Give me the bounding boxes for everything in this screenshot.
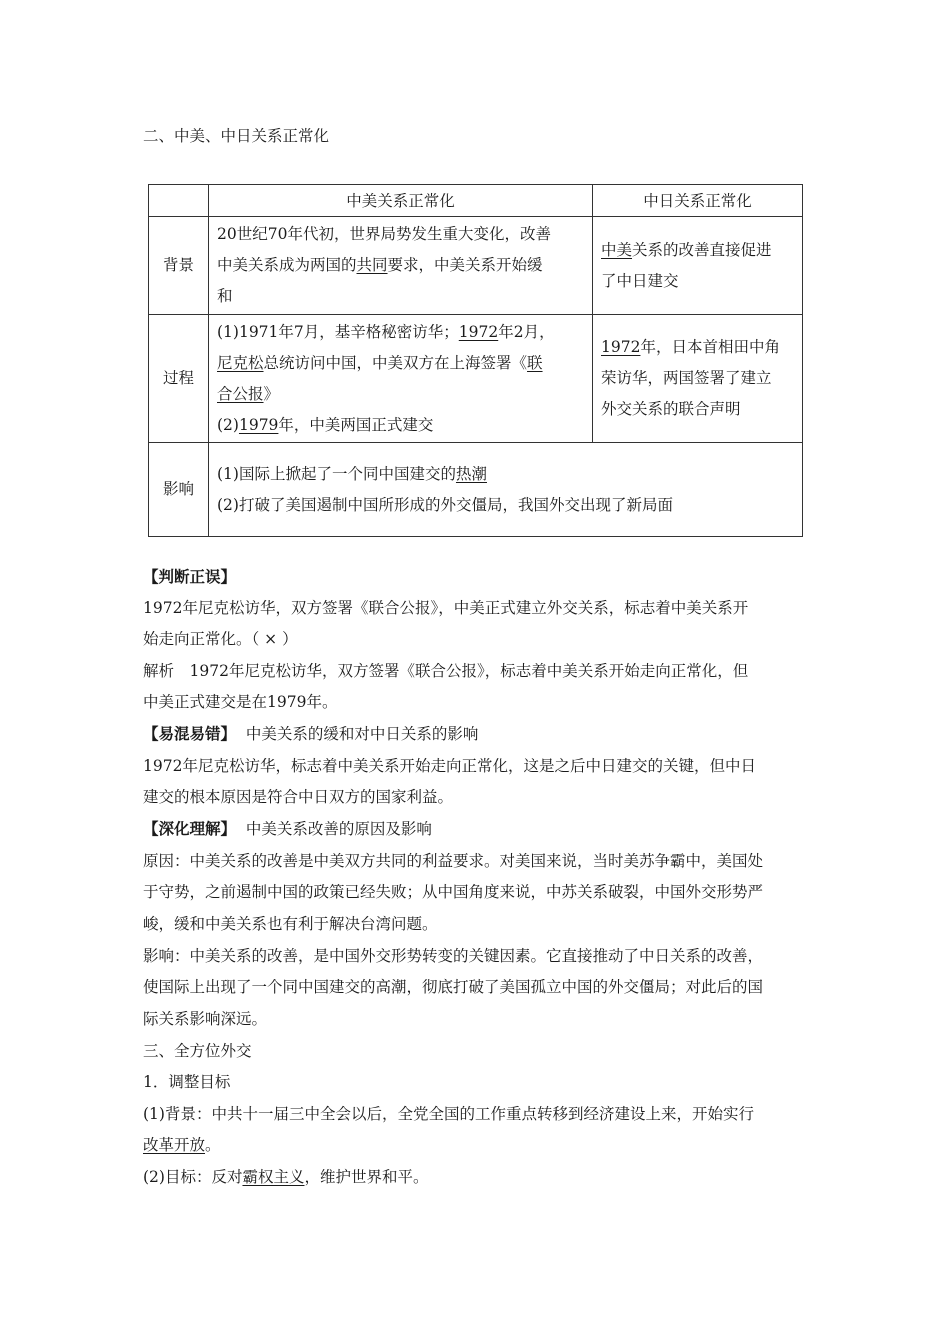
text-span: 中美关系成为两国的 <box>217 256 357 274</box>
cell-impact <box>209 443 803 537</box>
cell-line: 了中日建交 <box>601 271 679 290</box>
paragraph-line: 际关系影响深远。 <box>143 1010 268 1028</box>
section-title-normalization: 二、中美、中日关系正常化 <box>143 127 330 145</box>
cell-jp-process <box>593 315 803 443</box>
underlined-keyword: 1972 <box>458 322 499 341</box>
confuse-subtitle: 中美关系的缓和对中日关系的影响 <box>245 725 479 743</box>
paragraph-line: 1972年尼克松访华，双方签署《联合公报》，中美正式建立外交关系，标志着中美关系开 <box>143 599 749 617</box>
deepen-subtitle: 中美关系改善的原因及影响 <box>245 820 432 838</box>
underlined-keyword: 共同 <box>356 256 388 274</box>
paragraph-line: 始走向正常化。（ × ） <box>143 630 298 648</box>
cell-line <box>217 379 584 410</box>
text-span: 年，日本首相田中角 <box>640 338 780 356</box>
paragraph-line: 影响：中美关系的改善，是中国外交形势转变的关键因素。它直接推动了中日关系的改善， <box>143 947 764 965</box>
cell-line <box>601 235 794 266</box>
paragraph-line <box>143 1167 813 1187</box>
cell-line: 和 <box>217 287 233 305</box>
paragraph-line: 建交的根本原因是符合中日双方的国家利益。 <box>143 788 454 806</box>
paragraph-line: 1972年尼克松访华，标志着中美关系开始走向正常化，这是之后中日建交的关键，但中日 <box>143 757 756 775</box>
cell-line: 20世纪70年代初，世界局势发生重大变化，改善 <box>217 225 551 243</box>
text-span: 年，中美两国正式建交 <box>278 415 434 434</box>
cell-line: (2)打破了美国遏制中国所形成的外交僵局，我国外交出现了新局面 <box>217 495 673 514</box>
judge-heading: 【判断正误】 <box>143 567 237 586</box>
table-row-process <box>149 315 803 443</box>
row-label-impact: 影响 <box>149 443 209 537</box>
cell-line <box>217 459 794 490</box>
text-span: 》 <box>263 384 280 403</box>
section-title-all-round-diplomacy: 三、全方位外交 <box>143 1042 252 1060</box>
text-span: (1)国际上掀起了一个同中国建交的 <box>217 464 456 483</box>
confuse-heading-line <box>143 724 813 744</box>
cell-line <box>217 410 584 441</box>
paragraph-line: 于守势，之前遏制中国的政策已经失败；从中国角度来说，中苏关系破裂，中国外交形势严 <box>143 883 764 901</box>
text-span: 年2月， <box>498 322 555 341</box>
header-jp-normalization: 中日关系正常化 <box>593 185 803 217</box>
deepen-heading: 【深化理解】 <box>143 819 237 838</box>
cell-jp-background <box>593 217 803 315</box>
row-label-process: 过程 <box>149 315 209 443</box>
cell-line <box>217 250 584 281</box>
text-span: 。 <box>205 1136 221 1154</box>
underlined-keyword: 1972 <box>601 338 641 356</box>
underlined-keyword: 联 <box>527 353 543 372</box>
cell-line <box>217 317 584 348</box>
comparison-table <box>148 184 803 537</box>
paragraph-line: 峻，缓和中美关系也有利于解决台湾问题。 <box>143 915 438 933</box>
underlined-keyword: 尼克松 <box>217 353 264 372</box>
confuse-heading: 【易混易错】 <box>143 724 237 743</box>
paragraph-line: (1)背景：中共十一届三中全会以后，全党全国的工作重点转移到经济建设上来，开始实行 <box>143 1105 754 1123</box>
underlined-keyword: 中美 <box>601 240 633 259</box>
paragraph-line <box>143 1135 813 1155</box>
deepen-heading-line <box>143 819 813 839</box>
cell-line <box>601 332 794 363</box>
cell-line: 荣访华，两国签署了建立 <box>601 369 772 387</box>
table-row-background <box>149 217 803 315</box>
table-header-row <box>149 185 803 217</box>
text-span: (1)1971年7月，基辛格秘密访华； <box>217 322 459 341</box>
list-item: 1．调整目标 <box>143 1073 231 1091</box>
text-span: 要求，中美关系开始缓 <box>387 256 543 274</box>
paragraph-line: 解析 1972年尼克松访华，双方签署《联合公报》，标志着中美关系开始走向正常化，但 <box>143 662 749 680</box>
table-row-impact <box>149 443 803 537</box>
paragraph-line: 使国际上出现了一个同中国建交的高潮，彻底打破了美国孤立中国的外交僵局；对此后的国 <box>143 978 764 996</box>
cell-line: 外交关系的联合声明 <box>601 400 741 418</box>
text-span: ，维护世界和平。 <box>304 1168 429 1186</box>
cell-us-process <box>209 315 593 443</box>
text-span: 总统访问中国，中美双方在上海签署《 <box>263 353 528 372</box>
cell-line <box>217 348 584 379</box>
underlined-keyword: 热潮 <box>455 464 487 483</box>
underlined-keyword: 1979 <box>238 415 279 434</box>
text-span: 关系的改善直接促进 <box>632 240 772 259</box>
cell-us-background <box>209 217 593 315</box>
paragraph-line: 中美正式建交是在1979年。 <box>143 693 338 711</box>
paragraph-line: 原因：中美关系的改善是中美双方共同的利益要求。对美国来说，当时美苏争霸中，美国处 <box>143 852 764 870</box>
underlined-keyword: 改革开放 <box>143 1136 206 1154</box>
row-label-background: 背景 <box>149 217 209 315</box>
text-span: (2)目标：反对 <box>143 1168 243 1186</box>
header-us-normalization: 中美关系正常化 <box>209 185 593 217</box>
underlined-keyword: 霸权主义 <box>242 1168 305 1186</box>
table-corner-cell <box>149 185 209 217</box>
underlined-keyword: 合公报 <box>217 384 264 403</box>
text-span: (2) <box>217 415 239 434</box>
